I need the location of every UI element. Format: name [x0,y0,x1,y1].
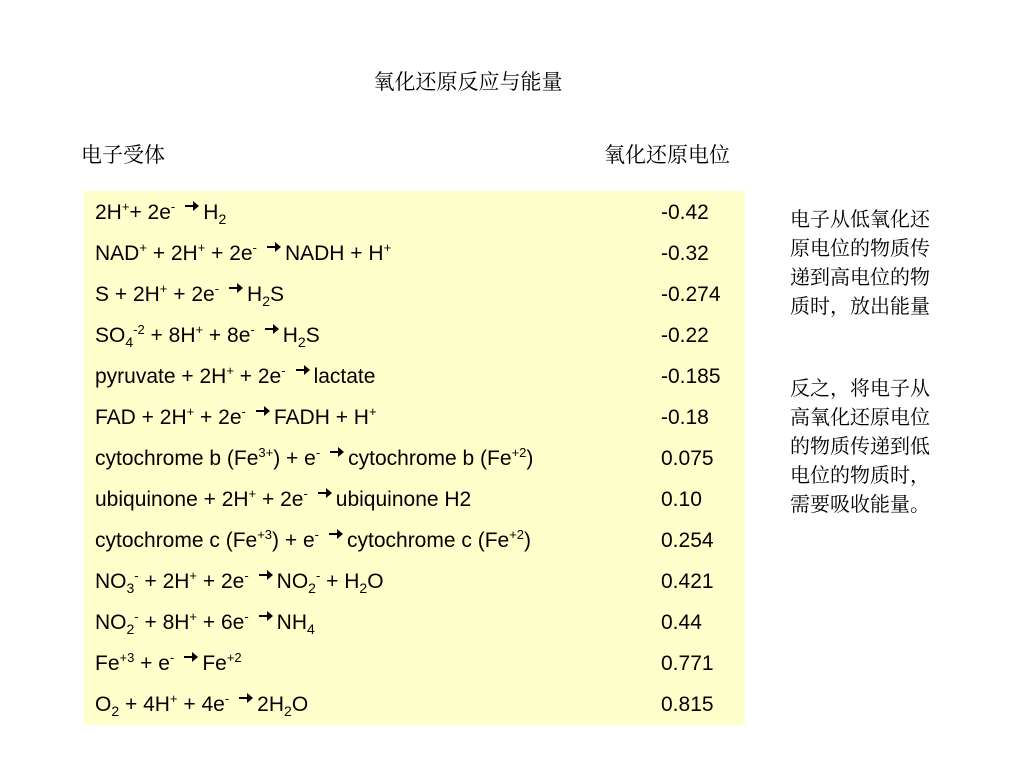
redox-potential-value: 0.10 [661,488,702,511]
equation-text: FADH + H [273,406,369,429]
table-row [84,358,745,399]
superscript: + [121,199,130,214]
equation-text: + 4e [177,693,225,716]
table-row [84,481,745,522]
subscript: 2 [359,580,368,596]
redox-potential-value: -0.22 [661,324,709,347]
right-arrow-icon [264,322,280,334]
note-line: 需要吸收能量。 [790,492,930,516]
subscript: 4 [307,621,315,637]
equation-text: NO [95,611,127,634]
redox-potential-value: 0.421 [661,570,714,593]
note-line: 电子从低氧化还 [790,207,930,231]
redox-potential-value: -0.42 [661,201,709,224]
equation-text: O [95,693,112,716]
superscript: - [134,568,139,583]
right-arrow-icon [184,199,200,211]
table-row [84,604,745,645]
equation-text: NO [95,570,127,593]
right-arrow-icon [228,281,244,293]
equation-text: + 2H [146,242,198,265]
redox-potential-value: 0.254 [661,529,714,552]
superscript: - [315,445,321,460]
equation-text: + e [134,652,170,675]
equation-text: ubiquinone H2 [335,488,472,511]
superscript: - [281,363,286,378]
equation-text: H [247,283,263,306]
equation-text: Fe [202,652,227,675]
note-line: 递到高电位的物 [790,265,930,289]
equation-text: + 4H [119,693,170,716]
table-row [84,563,745,604]
superscript: + [195,322,204,337]
note-line: 电位的物质时， [790,463,930,487]
superscript: + [368,404,377,419]
note-line: 高氧化还原电位 [790,405,930,429]
equation-text: ) [524,529,532,552]
superscript: - [250,322,255,337]
table-row [84,399,745,440]
note-line: 质时，放出能量 [790,294,930,318]
equation-text: + 2e [197,570,245,593]
table-row [84,276,745,317]
superscript: +3 [257,527,273,542]
redox-table [84,191,745,725]
right-arrow-icon [266,240,282,252]
table-row [84,686,745,727]
superscript: + [169,691,178,706]
redox-potential-value: 0.075 [661,447,714,470]
equation-text: cytochrome b (Fe [348,447,512,470]
equation-text: pyruvate + 2H [95,365,227,388]
reaction-equation [95,691,308,719]
right-arrow-icon [328,527,344,539]
reaction-equation [95,486,471,514]
equation-text: 2H [257,693,285,716]
superscript: +2 [226,650,242,665]
superscript: - [315,568,321,583]
electron-acceptor-header: 电子受体 [81,143,165,167]
reaction-equation [95,609,315,637]
subscript: 2 [111,703,120,719]
table-row [84,645,745,686]
reaction-equation [95,650,242,678]
equation-text: Fe [95,652,120,675]
equation-text: ) + e [272,529,315,552]
equation-text: ubiquinone + 2H [95,488,249,511]
superscript: - [244,609,249,624]
superscript: + [248,486,257,501]
slide-title: 氧化还原反应与能量 [373,70,563,94]
note-line: 的物质传递到低 [790,434,930,458]
superscript: - [241,404,246,419]
equation-text: S [305,324,320,347]
equation-text: NAD [95,242,140,265]
subscript: 2 [297,334,306,350]
reaction-equation [95,404,377,432]
table-row [84,235,745,276]
table-row [84,194,745,235]
equation-text: + 8e [203,324,251,347]
right-arrow-icon [258,609,274,621]
equation-text: + 2e [167,283,215,306]
reaction-equation [95,281,284,309]
redox-potential-value: -0.185 [661,365,721,388]
equation-text: FAD + 2H [95,406,187,429]
equation-text: NADH + H [284,242,384,265]
subscript: 4 [125,334,134,350]
equation-text: + 2e [256,488,304,511]
right-arrow-icon [329,445,345,457]
superscript: - [244,568,249,583]
right-arrow-icon [183,650,199,662]
equation-text: SO [95,324,126,347]
subscript: 2 [308,580,316,596]
right-arrow-icon [255,404,271,416]
equation-text: cytochrome c (Fe [347,529,510,552]
redox-potential-value: 0.771 [661,652,714,675]
superscript: 3+ [258,445,274,460]
superscript: - [169,650,175,665]
superscript: + [226,363,234,378]
right-arrow-icon [238,691,254,703]
superscript: - [314,527,319,542]
subscript: 2 [218,211,227,227]
equation-text: NH [276,611,307,634]
note-energy-release [790,205,980,321]
redox-potential-value: -0.32 [661,242,709,265]
redox-potential-value: 0.44 [661,611,702,634]
equation-text: cytochrome c (Fe [95,529,258,552]
superscript: - [134,609,139,624]
superscript: + [139,240,147,255]
equation-text: cytochrome b (Fe [95,447,259,470]
equation-text: + 8H [144,324,196,347]
superscript: +2 [509,527,525,542]
superscript: - [224,691,230,706]
equation-text: + 2H [138,570,190,593]
reaction-equation [95,527,531,555]
equation-text: NO [276,570,309,593]
right-arrow-icon [317,486,333,498]
equation-text: + 6e [197,611,245,634]
equation-text: 2H [95,201,122,224]
subscript: 2 [262,293,270,309]
reaction-equation [95,199,226,227]
table-row [84,317,745,358]
equation-text: H [203,201,219,224]
superscript: - [170,199,176,214]
subscript: 3 [126,580,135,596]
equation-text: + 8H [138,611,190,634]
equation-text: H [282,324,298,347]
equation-text: O [291,693,309,716]
note-line: 原电位的物质传 [790,236,930,260]
superscript: +3 [119,650,135,665]
equation-text: + 2e [129,201,171,224]
equation-text: lactate [313,365,376,388]
equation-text: + 2e [205,242,253,265]
equation-text: ) + e [273,447,316,470]
superscript: + [159,281,168,296]
equation-text: O [367,570,384,593]
table-row [84,440,745,481]
equation-text: S [270,283,285,306]
right-arrow-icon [295,363,311,375]
reaction-equation [95,322,320,350]
superscript: + [186,404,195,419]
redox-potential-value: 0.815 [661,693,714,716]
reaction-equation [95,363,375,391]
right-arrow-icon [258,568,274,580]
equation-text: + H [320,570,360,593]
redox-potential-value: -0.18 [661,406,709,429]
superscript: - [252,240,257,255]
superscript: + [197,240,206,255]
redox-potential-value: -0.274 [661,283,721,306]
superscript: +2 [511,445,527,460]
subscript: 2 [284,703,292,719]
equation-text: + 2e [233,365,282,388]
equation-text: ) [526,447,534,470]
superscript: - [303,486,308,501]
superscript: - [214,281,220,296]
superscript: + [383,240,392,255]
redox-potential-header: 氧化还原电位 [604,143,730,167]
superscript: -2 [133,322,145,337]
superscript: + [189,609,198,624]
equation-text: S + 2H [95,283,160,306]
equation-text: + 2e [194,406,242,429]
reaction-equation [95,445,533,473]
reaction-equation [95,240,391,268]
reaction-equation [95,568,384,596]
superscript: + [189,568,198,583]
note-energy-absorb [790,374,980,519]
note-line: 反之，将电子从 [790,376,930,400]
table-row [84,522,745,563]
subscript: 2 [126,621,135,637]
